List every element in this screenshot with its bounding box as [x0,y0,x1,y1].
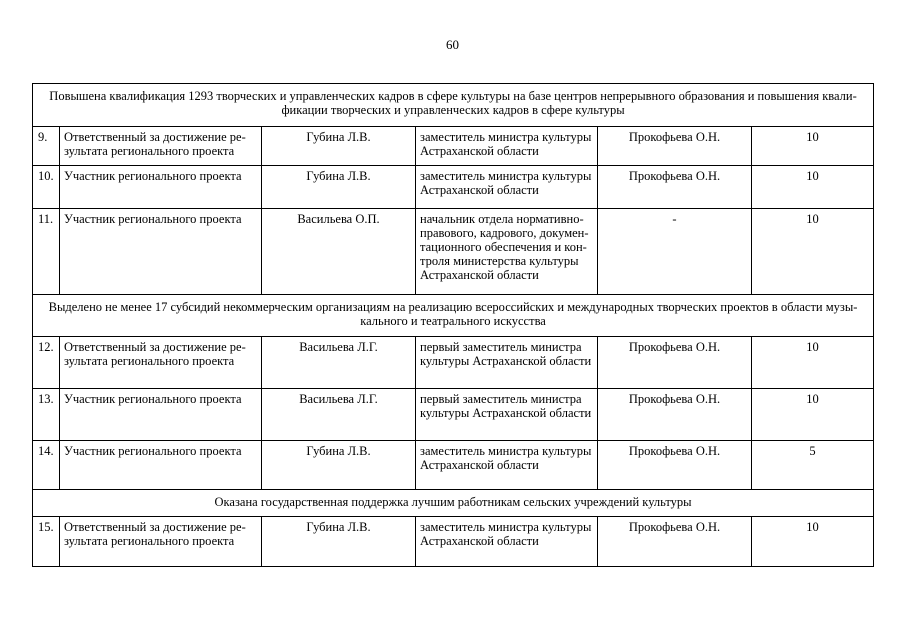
table-row [33,337,874,389]
value-cell: 10 [752,127,874,166]
section-title: Оказана государственная поддержка лучшим работникам сельских учреждений культуры [33,490,874,517]
position-cell: первый заместитель министра культуры Астраханской области [416,337,598,389]
responsibility-table [32,83,874,567]
value-cell: 10 [752,166,874,209]
section-row [33,84,874,127]
role-cell: Ответственный за достижение результата регионального проекта [60,127,262,166]
name-cell: Губина Л.В. [262,127,416,166]
position-cell: заместитель министра культуры Астраханской области [416,517,598,567]
supervisor-cell: Прокофьева О.Н. [598,337,752,389]
name-cell: Васильева Л.Г. [262,337,416,389]
position-cell: первый заместитель министра культуры Астраханской области [416,389,598,441]
value-cell: 10 [752,209,874,295]
page-number: 60 [446,37,459,52]
section-row [33,295,874,337]
name-cell: Губина Л.В. [262,441,416,490]
value-cell: 10 [752,517,874,567]
supervisor-cell: Прокофьева О.Н. [598,166,752,209]
value-cell: 10 [752,337,874,389]
role-cell: Участник регионального проекта [60,389,262,441]
supervisor-cell: Прокофьева О.Н. [598,127,752,166]
row-number: 9. [33,127,60,166]
supervisor-cell: Прокофьева О.Н. [598,389,752,441]
role-cell: Участник регионального проекта [60,441,262,490]
name-cell: Губина Л.В. [262,166,416,209]
name-cell: Васильева О.П. [262,209,416,295]
table-row [33,166,874,209]
position-cell: заместитель министра культуры Астраханской области [416,441,598,490]
row-number: 10. [33,166,60,209]
table-row [33,517,874,567]
role-cell: Участник регионального проекта [60,166,262,209]
section-title: Повышена квалификация 1293 творческих и управленческих кадров в сфере культуры на базе центров непрерывного образования и повышения квалификации творческих и управленческих кадров в сфере культуры [33,84,874,127]
table-row [33,389,874,441]
row-number: 11. [33,209,60,295]
role-cell: Ответственный за достижение результата регионального проекта [60,517,262,567]
value-cell: 5 [752,441,874,490]
section-row [33,490,874,517]
supervisor-cell: - [598,209,752,295]
row-number: 12. [33,337,60,389]
row-number: 13. [33,389,60,441]
name-cell: Васильева Л.Г. [262,389,416,441]
role-cell: Участник регионального проекта [60,209,262,295]
position-cell: заместитель министра культуры Астраханской области [416,127,598,166]
row-number: 14. [33,441,60,490]
table-row [33,127,874,166]
supervisor-cell: Прокофьева О.Н. [598,517,752,567]
position-cell: начальник отдела нормативно-правового, кадрового, документационного обеспечения и контроля министерства культуры Астраханской области [416,209,598,295]
section-title: Выделено не менее 17 субсидий некоммерческим организациям на реализацию всероссийских и международных творческих проектов в области музыкального и театрального искусства [33,295,874,337]
position-cell: заместитель министра культуры Астраханской области [416,166,598,209]
role-cell: Ответственный за достижение результата регионального проекта [60,337,262,389]
supervisor-cell: Прокофьева О.Н. [598,441,752,490]
name-cell: Губина Л.В. [262,517,416,567]
row-number: 15. [33,517,60,567]
table-row [33,441,874,490]
value-cell: 10 [752,389,874,441]
table-row [33,209,874,295]
